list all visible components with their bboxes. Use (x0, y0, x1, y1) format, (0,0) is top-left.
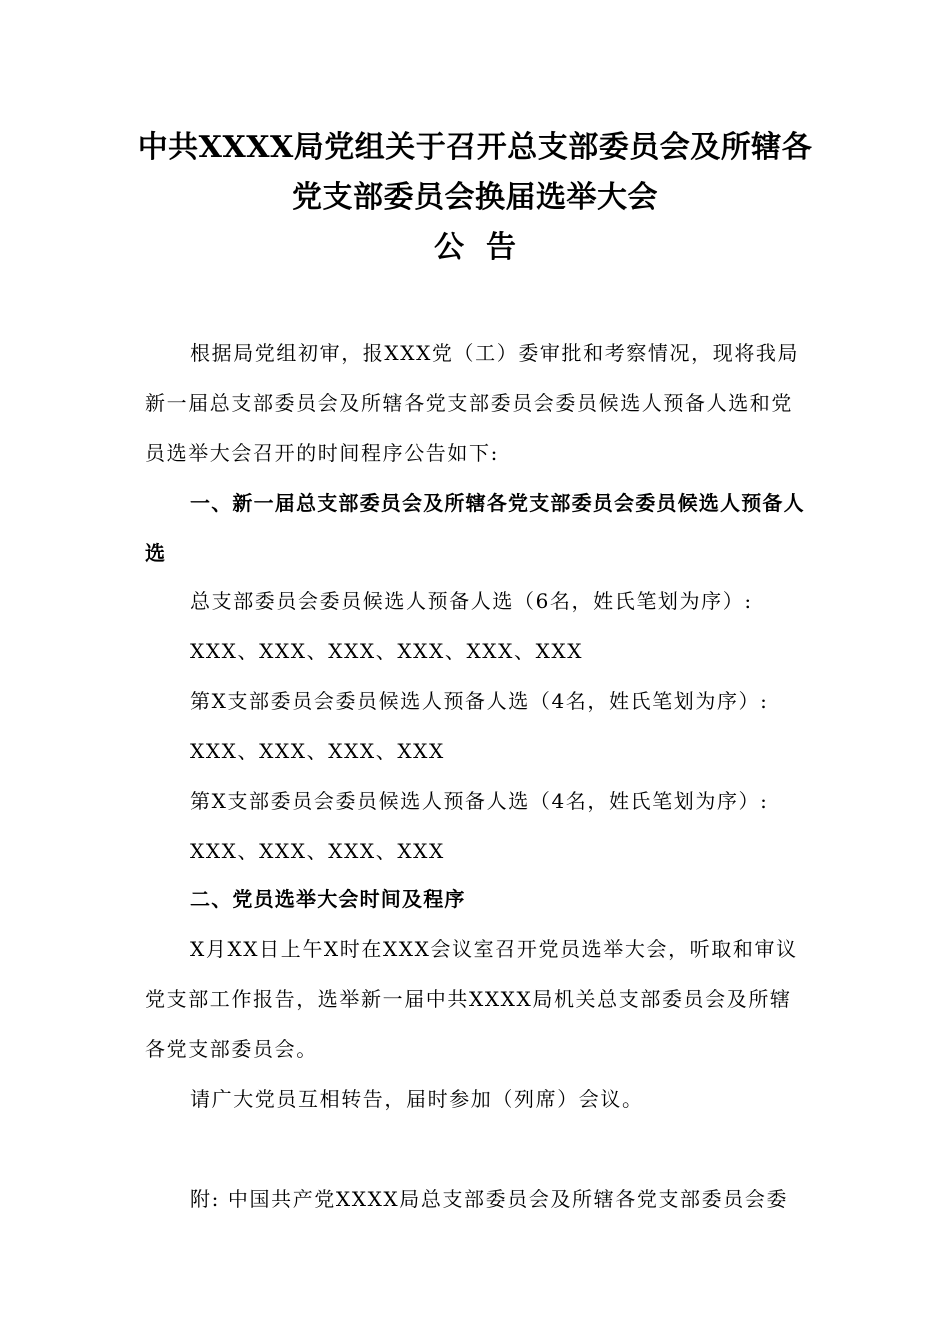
closing-paragraph: 请广大党员互相转告，届时参加（列席）会议。 (190, 1087, 644, 1111)
section2-heading: 二、党员选举大会时间及程序 (190, 887, 466, 911)
branch-b-label: 第X支部委员会委员候选人预备人选（4名，姓氏笔划为序）: (190, 789, 769, 813)
title-line-2: 党支部委员会换届选举大会 (292, 180, 658, 215)
branch-a-label: 第X支部委员会委员候选人预备人选（4名，姓氏笔划为序）: (190, 689, 769, 713)
meeting-paragraph: X月XX日上午X时在XXX会议室召开党员选举大会，听取和审议党支部工作报告，选举新一届中共XXXX局机关总支部委员会及所辖各党支部委员会。 (145, 937, 798, 1061)
branch-a-names: XXX、XXX、XXX、XXX (190, 739, 445, 763)
branch-b-names: XXX、XXX、XXX、XXX (190, 839, 445, 863)
general-branch-label: 总支部委员会委员候选人预备人选（6名，姓氏笔划为序）: (190, 589, 753, 613)
title-line-1: 中共XXXX局党组关于召开总支部委员会及所辖各 (137, 130, 813, 165)
attachment-line: 附: 中国共产党XXXX局总支部委员会及所辖各党支部委员会委 (190, 1187, 789, 1211)
section1-heading: 一、新一届总支部委员会及所辖各党支部委员会委员候选人预备人选 (145, 491, 805, 565)
title-line-3: 公告 (434, 230, 538, 265)
intro-paragraph: 根据局党组初审，报XXX党（工）委审批和考察情况，现将我局新一届总支部委员会及所辖各党支部委员会委员候选人预备人选和党员选举大会召开的时间程序公告如下: (145, 341, 800, 465)
general-branch-names: XXX、XXX、XXX、XXX、XXX、XXX (190, 639, 584, 663)
